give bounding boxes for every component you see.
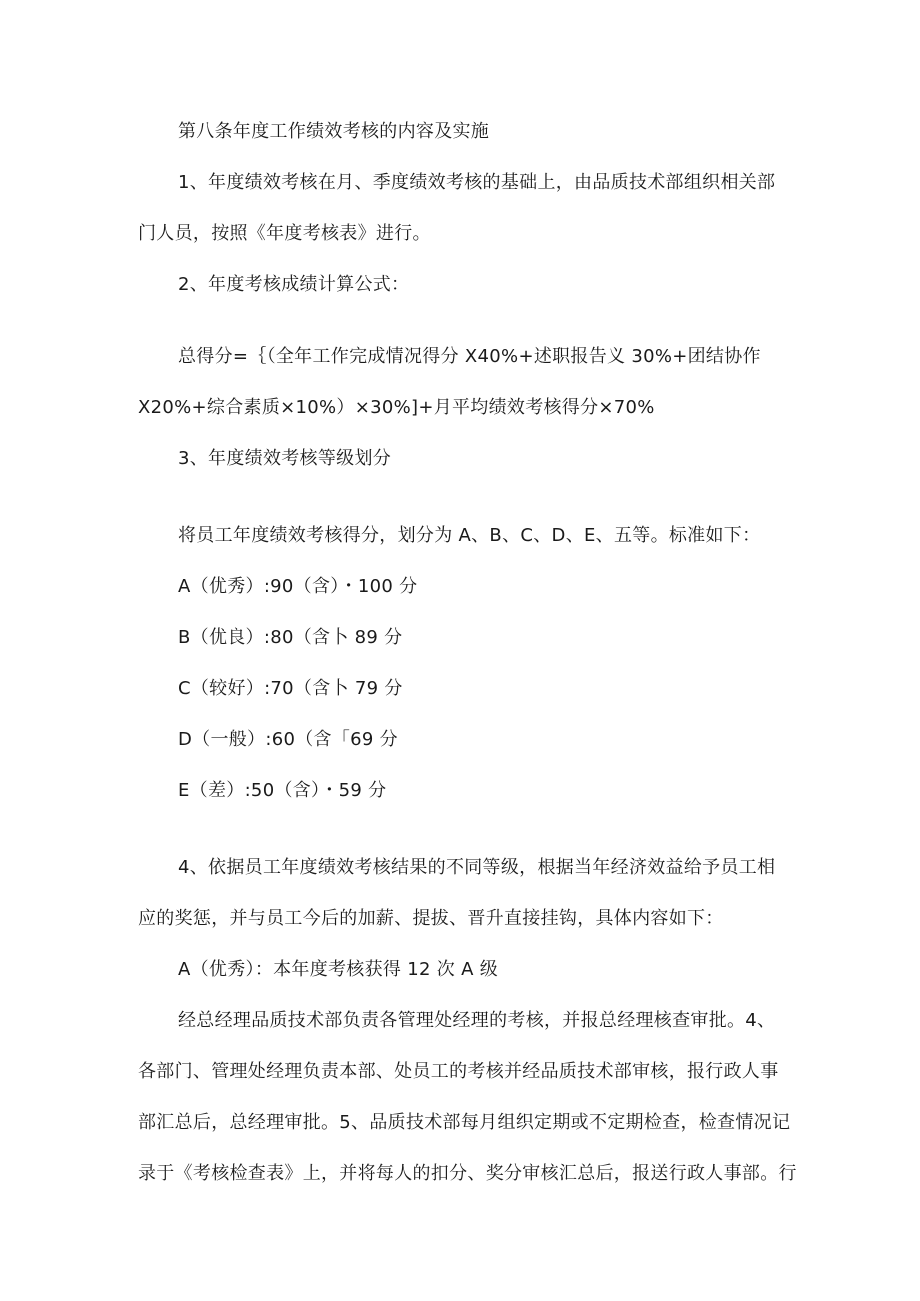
- section-heading: 第八条年度工作绩效考核的内容及实施: [178, 121, 490, 142]
- grade-b: B（优良）:80（含卜 89 分: [178, 627, 403, 648]
- paragraph-5-line-4: 录于《考核检查表》上，并将每人的扣分、奖分审核汇总后，报送行政人事部。行: [138, 1163, 797, 1184]
- formula-line-1: 总得分=｛（全年工作完成情况得分 X40%+述职报告义 30%+团结协作: [178, 346, 761, 367]
- grade-d: D（一般）:60（含「69 分: [178, 729, 398, 750]
- paragraph-5-line-2: 各部门、管理处经理负责本部、处员工的考核并经品质技术部审核，报行政人事: [138, 1061, 779, 1082]
- paragraph-4-line-2: 应的奖惩，并与员工今后的加薪、提拔、晋升直接挂钩，具体内容如下：: [138, 908, 724, 929]
- paragraph-1-line-1: 1、年度绩效考核在月、季度绩效考核的基础上，由品质技术部组织相关部: [178, 172, 776, 193]
- paragraph-2: 2、年度考核成绩计算公式：: [178, 274, 410, 295]
- formula-line-2: X20%+综合素质×10%）×30%]+月平均绩效考核得分×70%: [138, 397, 655, 418]
- grade-intro: 将员工年度绩效考核得分，划分为 A、B、C、D、E、五等。标准如下：: [178, 525, 761, 546]
- paragraph-4-line-1: 4、依据员工年度绩效考核结果的不同等级，根据当年经济效益给予员工相: [178, 857, 776, 878]
- paragraph-3: 3、年度绩效考核等级划分: [178, 448, 392, 469]
- grade-c: C（较好）:70（含卜 79 分: [178, 678, 403, 699]
- grade-a: A（优秀）:90（含）・100 分: [178, 576, 418, 597]
- paragraph-1-line-2: 门人员，按照《年度考核表》进行。: [138, 223, 431, 244]
- paragraph-5-line-3: 部汇总后，总经理审批。5、品质技术部每月组织定期或不定期检查，检查情况记: [138, 1112, 791, 1133]
- grade-e: E（差）:50（含）・59 分: [178, 780, 387, 801]
- reward-a: A（优秀）：本年度考核获得 12 次 A 级: [178, 959, 499, 980]
- paragraph-5-line-1: 经总经理品质技术部负责各管理处经理的考核，并报总经理核查审批。4、: [178, 1010, 776, 1031]
